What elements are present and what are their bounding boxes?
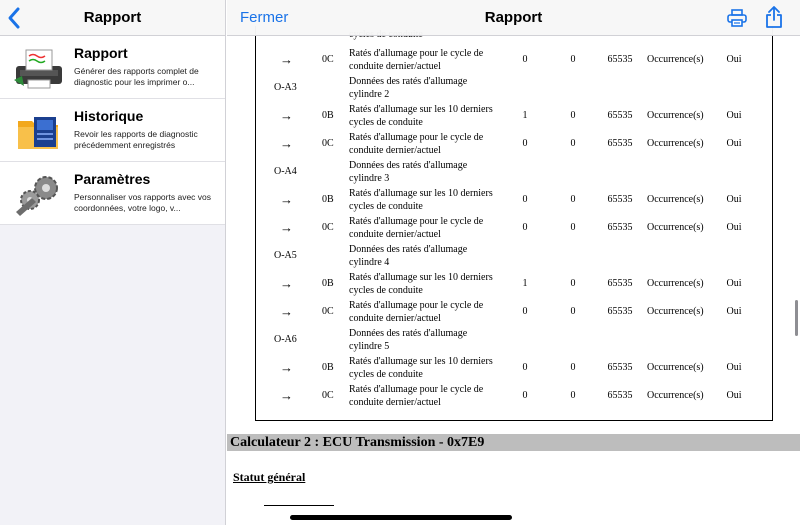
scrollbar[interactable]	[795, 300, 798, 336]
close-button[interactable]: Fermer	[240, 9, 289, 26]
status-cell: Oui	[726, 306, 742, 317]
value-cell: 1	[522, 278, 528, 289]
min-cell: 0	[570, 306, 576, 317]
value-cell: 0	[522, 54, 528, 65]
pid-cell: 0C	[322, 306, 334, 317]
value-cell: 0	[522, 390, 528, 401]
unit-cell: Occurrence(s)	[647, 362, 704, 373]
min-cell: 0	[570, 54, 576, 65]
value-cell: 0	[522, 306, 528, 317]
section-header	[227, 434, 800, 451]
unit-cell: Occurrence(s)	[647, 222, 704, 233]
status-cell: Oui	[726, 390, 742, 401]
table-row	[256, 214, 772, 242]
table-row	[256, 242, 772, 270]
pid-cell: 0C	[322, 222, 334, 233]
table-row	[256, 298, 772, 326]
desc-cell: Données des ratés d'allumage cylindre 2	[349, 76, 468, 100]
divider	[264, 505, 334, 506]
min-cell: 0	[570, 194, 576, 205]
value-cell: 0	[522, 194, 528, 205]
table-row	[256, 46, 772, 74]
sidebar-item-parametres[interactable]	[0, 162, 225, 225]
min-cell: 0	[570, 138, 576, 149]
sidebar-item-desc: Générer des rapports complet de diagnostic pour les imprimer o...	[74, 66, 199, 87]
max-cell: 65535	[607, 390, 633, 401]
desc-cell: Ratés d'allumage pour le cycle de conduite dernier/actuel	[349, 132, 484, 156]
unit-cell: Occurrence(s)	[647, 110, 704, 121]
min-cell: 0	[570, 110, 576, 121]
pid-cell: 0C	[322, 390, 334, 401]
sidebar-item-desc: Revoir les rapports de diagnostic précédemment enregistrés	[74, 129, 198, 150]
report-pane	[227, 0, 800, 525]
max-cell: 65535	[607, 222, 633, 233]
max-cell: 65535	[607, 362, 633, 373]
sidebar-title: Rapport	[83, 9, 142, 26]
status-cell: Oui	[726, 110, 742, 121]
sidebar-item-historique[interactable]	[0, 99, 225, 162]
main-nav-bar	[227, 0, 800, 36]
sidebar-item-label: Paramètres	[74, 171, 151, 187]
desc-cell: Ratés d'allumage pour le cycle de conduite dernier/actuel	[349, 48, 484, 72]
arrow-icon: →	[280, 52, 293, 67]
max-cell: 65535	[607, 194, 633, 205]
table-row	[256, 326, 772, 354]
printer-report-icon	[12, 46, 66, 90]
unit-cell: Occurrence(s)	[647, 278, 704, 289]
section-title: Calculateur 2 : ECU Transmission - 0x7E9	[230, 435, 485, 450]
pid-cell: 0B	[322, 362, 334, 373]
printer-icon[interactable]	[727, 9, 747, 27]
table-row	[256, 270, 772, 298]
desc-cell: Ratés d'allumage pour le cycle de conduite dernier/actuel	[349, 300, 484, 324]
table-row	[256, 354, 772, 382]
max-cell: 65535	[607, 110, 633, 121]
arrow-icon: →	[280, 136, 293, 151]
arrow-icon: →	[280, 192, 293, 207]
status-cell: Oui	[726, 194, 742, 205]
code-cell: O-A4	[274, 166, 297, 177]
gears-settings-icon	[12, 172, 66, 216]
folder-history-icon	[12, 109, 66, 153]
table-row	[256, 102, 772, 130]
code-cell: O-A3	[274, 82, 297, 93]
desc-cell: Ratés d'allumage sur les 10 derniers cycles de conduite	[349, 104, 493, 128]
desc-cell: Ratés d'allumage pour le cycle de conduite dernier/actuel	[349, 216, 484, 240]
desc-cell: Données des ratés d'allumage cylindre 5	[349, 328, 468, 352]
unit-cell: Occurrence(s)	[647, 306, 704, 317]
desc-cell: Ratés d'allumage pour le cycle de conduite dernier/actuel	[349, 384, 484, 408]
sidebar-list	[0, 36, 225, 225]
unit-cell: Occurrence(s)	[647, 138, 704, 149]
sidebar-item-desc: Personnaliser vos rapports avec vos coordonnées, votre logo, v...	[74, 192, 212, 213]
sidebar-item-rapport[interactable]	[0, 36, 225, 99]
desc-cell: Ratés d'allumage sur les 10 derniers cycles de conduite	[349, 188, 493, 212]
table-row	[256, 158, 772, 186]
share-icon[interactable]	[765, 6, 783, 28]
home-indicator[interactable]	[290, 515, 512, 520]
arrow-icon: →	[280, 360, 293, 375]
arrow-icon: →	[280, 108, 293, 123]
desc-cell: Données des ratés d'allumage cylindre 3	[349, 160, 468, 184]
arrow-icon: →	[280, 220, 293, 235]
sidebar-item-label: Rapport	[74, 45, 128, 61]
status-cell: Oui	[726, 138, 742, 149]
min-cell: 0	[570, 362, 576, 373]
arrow-icon: →	[280, 276, 293, 291]
table-row	[256, 74, 772, 102]
pid-cell: 0C	[322, 138, 334, 149]
unit-cell: Occurrence(s)	[647, 390, 704, 401]
value-cell: 0	[522, 138, 528, 149]
min-cell: 0	[570, 390, 576, 401]
pid-cell: 0C	[322, 54, 334, 65]
max-cell: 65535	[607, 54, 633, 65]
page-title: Rapport	[484, 9, 543, 26]
pid-cell: 0B	[322, 110, 334, 121]
min-cell: 0	[570, 278, 576, 289]
statut-heading: Statut général	[233, 470, 306, 484]
arrow-icon: →	[280, 388, 293, 403]
max-cell: 65535	[607, 138, 633, 149]
report-table	[255, 26, 773, 421]
unit-cell: Occurrence(s)	[647, 54, 704, 65]
value-cell: 0	[522, 362, 528, 373]
status-cell: Oui	[726, 278, 742, 289]
pid-cell: 0B	[322, 278, 334, 289]
sidebar	[0, 0, 226, 525]
min-cell: 0	[570, 222, 576, 233]
table-row	[256, 130, 772, 158]
desc-cell: Ratés d'allumage sur les 10 derniers cycles de conduite	[349, 272, 493, 296]
value-cell: 0	[522, 222, 528, 233]
max-cell: 65535	[607, 306, 633, 317]
sidebar-item-label: Historique	[74, 108, 144, 124]
sidebar-nav-bar	[0, 0, 225, 36]
max-cell: 65535	[607, 278, 633, 289]
table-row	[256, 186, 772, 214]
code-cell: O-A6	[274, 334, 297, 345]
desc-cell: Ratés d'allumage sur les 10 derniers cycles de conduite	[349, 356, 493, 380]
arrow-icon: →	[280, 304, 293, 319]
value-cell: 1	[522, 110, 528, 121]
status-cell: Oui	[726, 362, 742, 373]
unit-cell: Occurrence(s)	[647, 194, 704, 205]
status-cell: Oui	[726, 54, 742, 65]
desc-cell: Données des ratés d'allumage cylindre 4	[349, 244, 468, 268]
status-cell: Oui	[726, 222, 742, 233]
pid-cell: 0B	[322, 194, 334, 205]
code-cell: O-A5	[274, 250, 297, 261]
table-row	[256, 382, 772, 410]
